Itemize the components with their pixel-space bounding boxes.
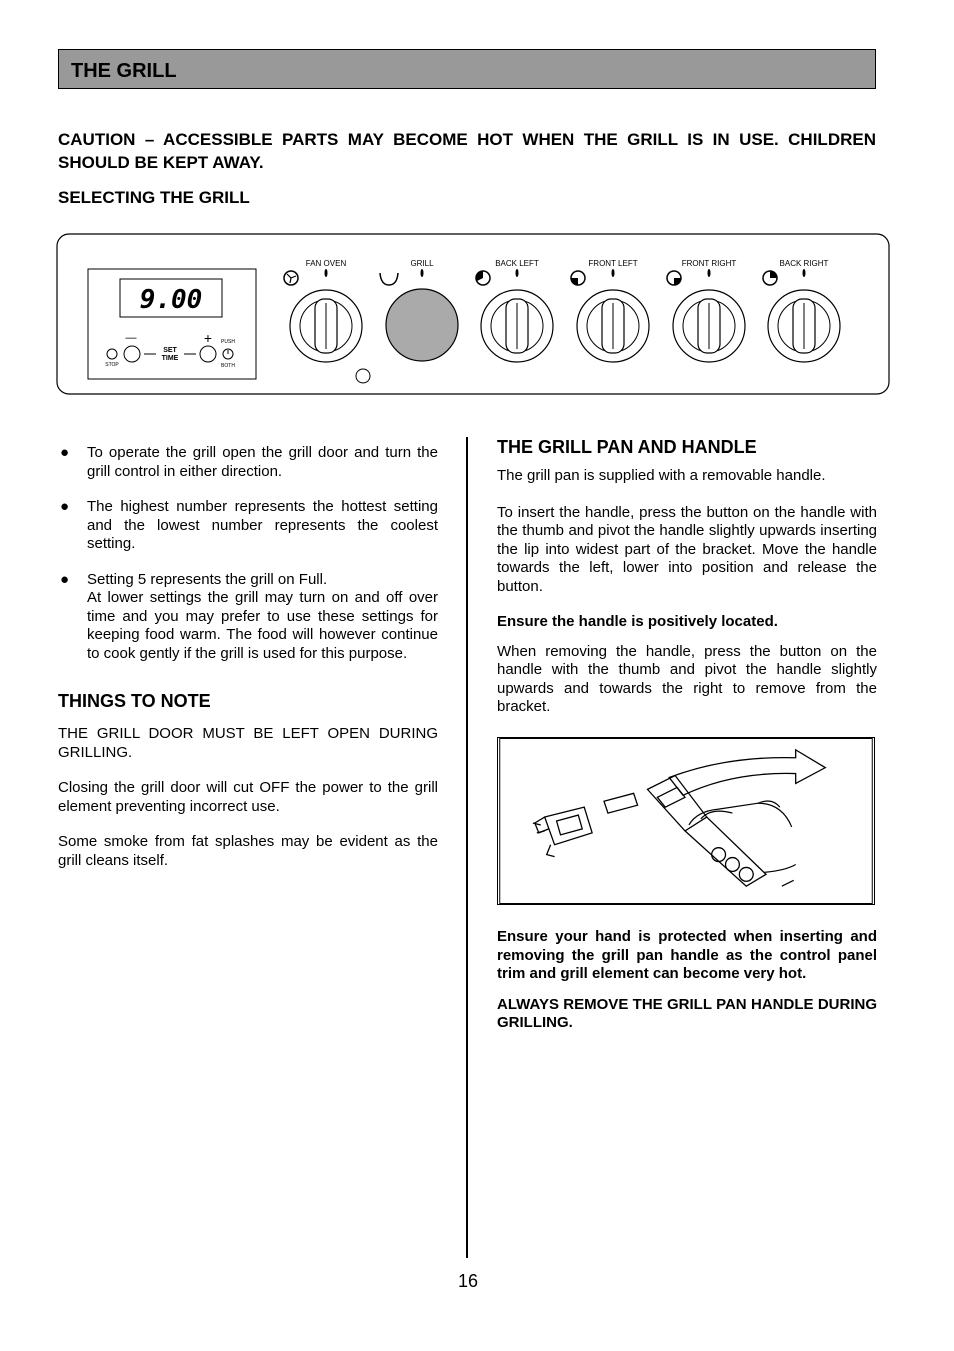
knob-label-front-left: FRONT LEFT bbox=[588, 259, 638, 268]
grill-pan-heading: THE GRILL PAN AND HANDLE bbox=[497, 437, 757, 457]
knob-label-back-left: BACK LEFT bbox=[495, 259, 539, 268]
left-column bbox=[58, 444, 438, 870]
clock-module bbox=[88, 269, 256, 379]
remove-instructions: When removing the handle, press the button on the handle with the thumb and pivot the handle slightly upwards and towards the right to remove from the bracket. bbox=[497, 642, 877, 715]
grill-handle-illustration bbox=[497, 737, 875, 905]
plus-button bbox=[200, 346, 216, 362]
stop-label: STOP bbox=[105, 362, 119, 368]
plus-symbol: + bbox=[203, 330, 213, 346]
bullet-item: ● Setting 5 represents the grill on Full. At lower settings the grill may turn on and off over time and you may prefer to use these settings for keeping food warm. The food will however continue to cook gently if the grill is used for this purpose. bbox=[60, 570, 438, 662]
page-title: THE GRILL bbox=[71, 60, 177, 82]
fan-oven-knob bbox=[290, 290, 362, 362]
right-column bbox=[497, 437, 877, 717]
indicator-light bbox=[356, 369, 370, 383]
hand-warning: Ensure your hand is protected when inserting and removing the grill pan handle as the control panel trim and grill element can become very hot. bbox=[497, 928, 877, 982]
intro-text: The grill pan is supplied with a removable handle. bbox=[497, 467, 826, 484]
knob-label-grill: GRILL bbox=[410, 259, 434, 268]
front-left-knob bbox=[577, 290, 649, 362]
back-right-knob bbox=[768, 290, 840, 362]
knob-label-front-right: FRONT RIGHT bbox=[681, 259, 737, 268]
section-title-bar bbox=[58, 49, 876, 89]
page-number: 16 bbox=[458, 1271, 479, 1291]
push-label: PUSH bbox=[221, 339, 235, 345]
bullet-item: ● The highest number represents the hottest setting and the lowest number represents the coolest setting. bbox=[60, 498, 438, 552]
things-to-note-heading: THINGS TO NOTE bbox=[58, 691, 211, 711]
control-panel-illustration bbox=[56, 233, 890, 395]
bullet-text: The highest number represents the hottest setting and the lowest number represents the coolest setting. bbox=[87, 498, 438, 552]
knob-label-back-right: BACK RIGHT bbox=[779, 259, 829, 268]
minus-button bbox=[124, 346, 140, 362]
note-text: Some smoke from fat splashes may be evident as the grill cleans itself. bbox=[58, 833, 438, 869]
grill-knob bbox=[386, 289, 458, 361]
insert-instructions: To insert the handle, press the button on the handle with the thumb and pivot the handle slightly upwards inserting the lip into widest part of the bracket. Move the handle towards the left, lower into position and release the button. bbox=[497, 503, 877, 595]
knob-label-fan-oven: FAN OVEN bbox=[305, 259, 347, 268]
front-right-knob bbox=[673, 290, 745, 362]
set-label: SET bbox=[163, 347, 177, 354]
selecting-grill-heading: SELECTING THE GRILL bbox=[58, 188, 250, 207]
warnings-block bbox=[497, 928, 877, 1033]
both-label: BOTH bbox=[221, 363, 235, 369]
note-text: THE GRILL DOOR MUST BE LEFT OPEN DURING GRILLING. bbox=[58, 725, 438, 761]
note-text: Closing the grill door will cut OFF the power to the grill element preventing incorrect use. bbox=[58, 779, 438, 815]
bullet-text-continued: At lower settings the grill may turn on and off over time and you may prefer to use these settings for keeping food warm. The food will however continue to cook gently if the grill is used for this purpose. bbox=[87, 589, 438, 662]
locate-note: Ensure the handle is positively located. bbox=[497, 613, 778, 630]
clock-display: 9.00 bbox=[139, 285, 203, 315]
column-divider bbox=[466, 437, 468, 1258]
minus-symbol: — bbox=[125, 332, 137, 344]
time-label: TIME bbox=[161, 355, 179, 362]
remove-handle-warning: ALWAYS REMOVE THE GRILL PAN HANDLE DURING GRILLING. bbox=[497, 995, 877, 1031]
bullet-text: To operate the grill open the grill door and turn the grill control in either direction. bbox=[87, 444, 438, 480]
bullet-text: Setting 5 represents the grill on Full. bbox=[87, 570, 328, 588]
caution-text: CAUTION – ACCESSIBLE PARTS MAY BECOME HOT WHEN THE GRILL IS IN USE. CHILDREN SHOULD BE KEPT AWAY. bbox=[58, 130, 876, 172]
bullet-item: ● To operate the grill open the grill door and turn the grill control in either direction. bbox=[60, 444, 438, 480]
back-left-knob bbox=[481, 290, 553, 362]
